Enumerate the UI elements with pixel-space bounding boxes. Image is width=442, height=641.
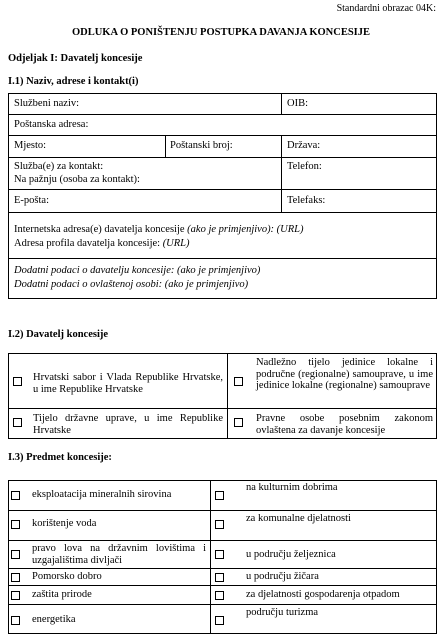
email-label: E-pošta: bbox=[14, 195, 49, 206]
additional-grantor-info: Dodatni podaci o davatelju koncesije: (ako je primjenjivo) bbox=[14, 265, 261, 276]
subject-right-checkbox-1[interactable] bbox=[215, 491, 224, 500]
subject-right-checkbox-2[interactable] bbox=[215, 520, 224, 529]
subject-right-option-3: u području željeznica bbox=[246, 549, 336, 560]
subject-right-checkbox-6[interactable] bbox=[215, 616, 224, 625]
postal-code-label: Poštanski broj: bbox=[170, 140, 233, 151]
subject-left-option-4: Pomorsko dobro bbox=[32, 571, 102, 582]
additional-authorized-info: Dodatni podaci o ovlaštenoj osobi: (ako je primjenjivo) bbox=[14, 279, 249, 290]
page-title: ODLUKA O PONIŠTENJU POSTUPKA DAVANJA KONCESIJE bbox=[71, 27, 371, 38]
oib-label: OIB: bbox=[287, 98, 308, 109]
section-1-1-heading: I.1) Naziv, adrese i kontakt(i) bbox=[8, 76, 139, 87]
subject-left-checkbox-4[interactable] bbox=[11, 573, 20, 582]
buyer-profile-label bbox=[14, 238, 190, 250]
subject-right-checkbox-5[interactable] bbox=[215, 591, 224, 600]
subject-left-option-6: energetika bbox=[32, 614, 76, 625]
contact-service-label: Služba(e) za kontakt: bbox=[14, 161, 104, 172]
grantor-checkbox-1[interactable] bbox=[13, 377, 22, 386]
internet-address-label bbox=[14, 224, 304, 236]
postal-address-label: Poštanska adresa: bbox=[14, 119, 89, 130]
country-label: Država: bbox=[287, 140, 321, 151]
grantor-option-3: Tijelo državne uprave, u ime Republike Hrvatske bbox=[33, 413, 223, 436]
subject-left-checkbox-6[interactable] bbox=[11, 616, 20, 625]
subject-right-checkbox-3[interactable] bbox=[215, 550, 224, 559]
subject-right-option-5: za djelatnosti gospodarenja otpadom bbox=[246, 589, 400, 600]
subject-left-option-5: zaštita prirode bbox=[32, 589, 92, 600]
subject-left-option-2: korištenje voda bbox=[32, 518, 97, 529]
subject-left-checkbox-5[interactable] bbox=[11, 591, 20, 600]
grantor-checkbox-4[interactable] bbox=[234, 418, 243, 427]
buyer-profile-text: Adresa profila davatelja koncesije: bbox=[14, 238, 163, 249]
subject-right-option-2: za komunalne djelatnosti bbox=[246, 513, 351, 524]
subject-right-option-6: području turizma bbox=[246, 607, 319, 618]
grantor-option-1: Hrvatski sabor i Vlada Republike Hrvatske, u ime Republike Hrvatske bbox=[33, 372, 223, 395]
internet-address-text: Internetska adresa(e) davatelja koncesije bbox=[14, 224, 188, 235]
contact-person-label: Na pažnju (osoba za kontakt): bbox=[14, 174, 140, 185]
subject-left-checkbox-1[interactable] bbox=[11, 491, 20, 500]
grantor-checkbox-3[interactable] bbox=[13, 418, 22, 427]
subject-left-checkbox-3[interactable] bbox=[11, 550, 20, 559]
internet-address-note: (ako je primjenjivo): (URL) bbox=[187, 224, 304, 235]
section-title: Odjeljak I: Davatelj koncesije bbox=[8, 53, 143, 64]
section-1-3-heading: I.3) Predmet koncesije: bbox=[8, 452, 112, 463]
official-name-label: Službeni naziv: bbox=[14, 98, 80, 109]
phone-label: Telefon: bbox=[287, 161, 322, 172]
subject-right-option-4: u području žičara bbox=[246, 571, 319, 582]
buyer-profile-note: (URL) bbox=[162, 238, 190, 249]
subject-right-checkbox-4[interactable] bbox=[215, 573, 224, 582]
subject-left-checkbox-2[interactable] bbox=[11, 520, 20, 529]
city-label: Mjesto: bbox=[14, 140, 47, 151]
subject-left-option-1: eksploatacija mineralnih sirovina bbox=[32, 489, 172, 500]
grantor-option-4: Pravne osobe posebnim zakonom ovlaštena za davanje koncesije bbox=[256, 413, 433, 436]
section-1-2-heading: I.2) Davatelj koncesije bbox=[8, 329, 109, 340]
form-code: Standardni obrazac 04K: bbox=[336, 3, 436, 14]
fax-label: Telefaks: bbox=[287, 195, 326, 206]
grantor-option-2: Nadležno tijelo jedinice lokalne i područne (regionalne) samouprave, u ime jedinice lokalne (regionalne) samouprave bbox=[256, 357, 433, 391]
subject-left-option-3: pravo lova na državnim lovištima i uzgajalištima divljači bbox=[32, 543, 206, 566]
subject-right-option-1: na kulturnim dobrima bbox=[246, 482, 338, 493]
grantor-checkbox-2[interactable] bbox=[234, 377, 243, 386]
